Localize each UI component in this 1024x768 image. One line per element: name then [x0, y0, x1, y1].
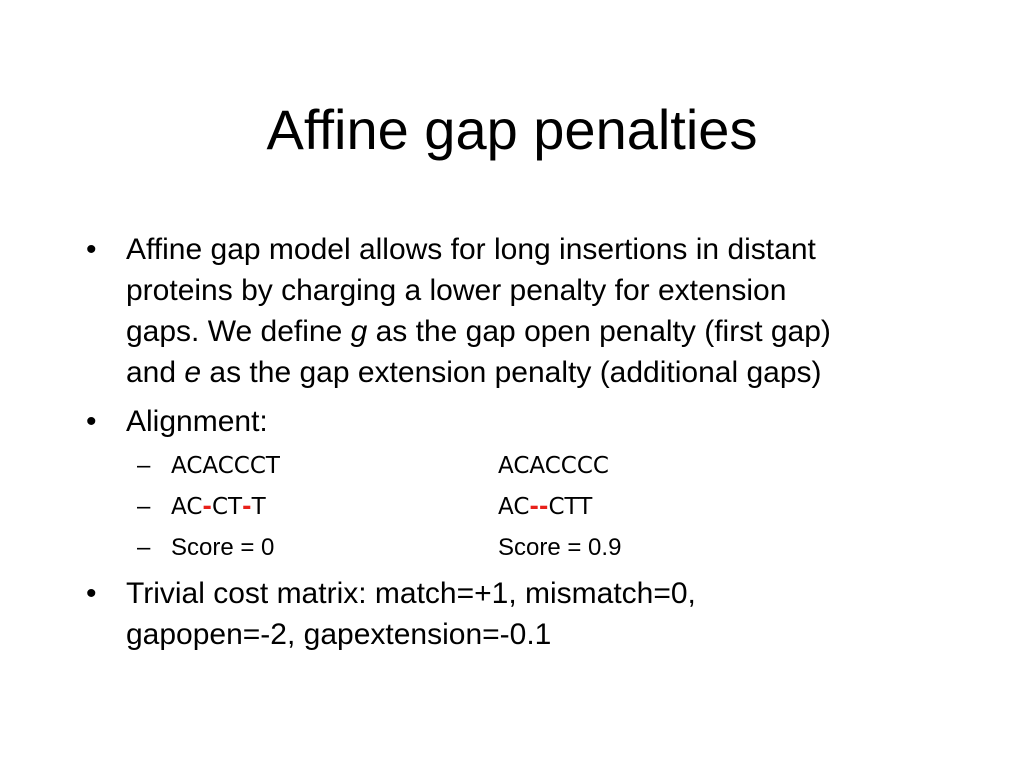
bullet-dot: •: [86, 405, 97, 438]
text-segment: and: [126, 356, 185, 389]
bullet-dot: •: [86, 577, 97, 610]
bullet-line: [126, 352, 831, 393]
residues: T: [251, 494, 266, 520]
variable-e: e: [184, 356, 202, 389]
bullet-line: Trivial cost matrix: match=+1, mismatch=0,: [126, 577, 696, 610]
residues: CTT: [548, 494, 593, 520]
sub-bullet-dash: –: [137, 452, 151, 479]
gap-mark: -: [242, 494, 252, 520]
residues: AC: [498, 494, 530, 520]
variable-g: g: [350, 315, 368, 348]
score-right: Score = 0.9: [498, 534, 622, 561]
score-left: Score = 0: [171, 534, 275, 561]
bullet-line: proteins by charging a lower penalty for extension: [126, 274, 787, 307]
gap-mark: --: [529, 494, 549, 520]
sub-bullet-dash: –: [137, 493, 151, 520]
slide-title: Affine gap penalties: [266, 98, 758, 161]
bullet-dot: •: [86, 233, 97, 266]
alignment-right: [498, 487, 592, 527]
sub-bullet-dash: –: [137, 534, 151, 561]
residues: AC: [171, 494, 203, 520]
bullet-line: [126, 311, 831, 352]
text-segment: as the gap extension penalty (additional gaps): [201, 356, 822, 389]
residues: CT: [211, 494, 243, 520]
sequence-left: ACACCCT: [171, 453, 280, 479]
gap-mark: -: [202, 494, 212, 520]
bullet-text: [126, 229, 831, 393]
alignment-left: [171, 487, 266, 527]
bullet-line: Affine gap model allows for long insertions in distant: [126, 233, 816, 266]
bullet-text: Alignment:: [126, 405, 268, 438]
bullet-text: [126, 573, 696, 655]
bullet-line: gapopen=-2, gapextension=-0.1: [126, 618, 552, 651]
text-segment: gaps. We define: [126, 315, 351, 348]
text-segment: as the gap open penalty (first gap): [367, 315, 831, 348]
sequence-right: ACACCCC: [498, 453, 609, 479]
